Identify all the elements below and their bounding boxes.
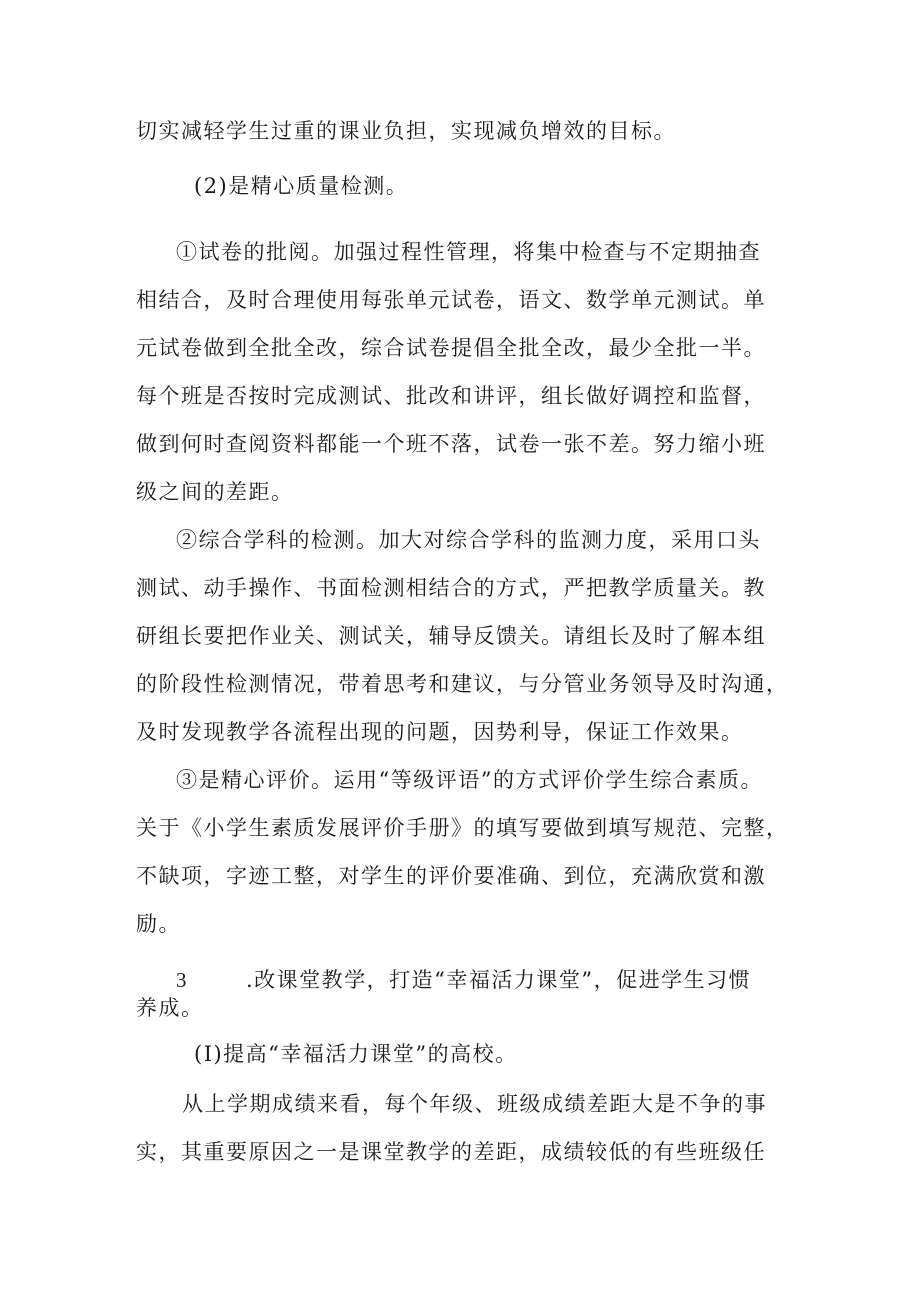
- paragraph-line-1: 切实减轻学生过重的课业负担，实现减负增效的目标。: [136, 119, 676, 143]
- paragraph-line-20: 养成。: [136, 996, 204, 1020]
- paragraph-line-13: 及时发现教学各流程出现的问题，因势利导，保证工作效果。: [136, 720, 744, 744]
- paragraph-line-15: 关于《小学生素质发展评价手册》的填写要做到填写规范、完整，: [136, 816, 789, 840]
- paragraph-line-5: 元试卷做到全批全改，综合试卷提倡全批全改，最少全批一半。: [136, 336, 766, 360]
- paragraph-line-23: 实，其重要原因之一是课堂教学的差距，成绩较低的有些班级任: [136, 1140, 766, 1164]
- paragraph-line-17: 励。: [136, 912, 181, 936]
- section-number: 3: [176, 968, 188, 992]
- paragraph-line-10: 测试、动手操作、书面检测相结合的方式，严把教学质量关。教: [136, 576, 766, 600]
- paragraph-line-8: 级之间的差距。: [136, 480, 294, 504]
- paragraph-line-11: 研组长要把作业关、测试关，辅导反馈关。请组长及时了解本组: [136, 624, 766, 648]
- paragraph-line-4: 相结合，及时合理使用每张单元试卷，语文、数学单元测试。单: [136, 288, 766, 312]
- subsection-heading: (I)提高“幸福活力课堂”的高校。: [194, 1042, 518, 1066]
- paragraph-line-6: 每个班是否按时完成测试、批改和讲评，组长做好调控和监督，: [136, 384, 766, 408]
- paragraph-line-22: 从上学期成绩来看，每个年级、班级成绩差距大是不争的事: [182, 1092, 767, 1116]
- paragraph-line-14: ③是精心评价。运用“等级评语”的方式评价学生综合素质。: [176, 768, 763, 792]
- section-heading-quality-check: (2)是精心质量检测。: [194, 174, 409, 198]
- paragraph-line-16: 不缺项，字迹工整，对学生的评价要准确、到位，充满欣赏和激: [136, 864, 766, 888]
- paragraph-line-12: 的阶段性检测情况，带着思考和建议，与分管业务领导及时沟通，: [136, 672, 789, 696]
- paragraph-line-3: ①试卷的批阅。加强过程性管理，将集中检查与不定期抽查: [176, 240, 761, 264]
- paragraph-line-9: ②综合学科的检测。加大对综合学科的监测力度，采用口头: [176, 528, 761, 552]
- paragraph-line-7: 做到何时查阅资料都能一个班不落，试卷一张不差。努力缩小班: [136, 432, 766, 456]
- section-heading-classroom: .改课堂教学，打造“幸福活力课堂”，促进学生习惯: [246, 968, 752, 992]
